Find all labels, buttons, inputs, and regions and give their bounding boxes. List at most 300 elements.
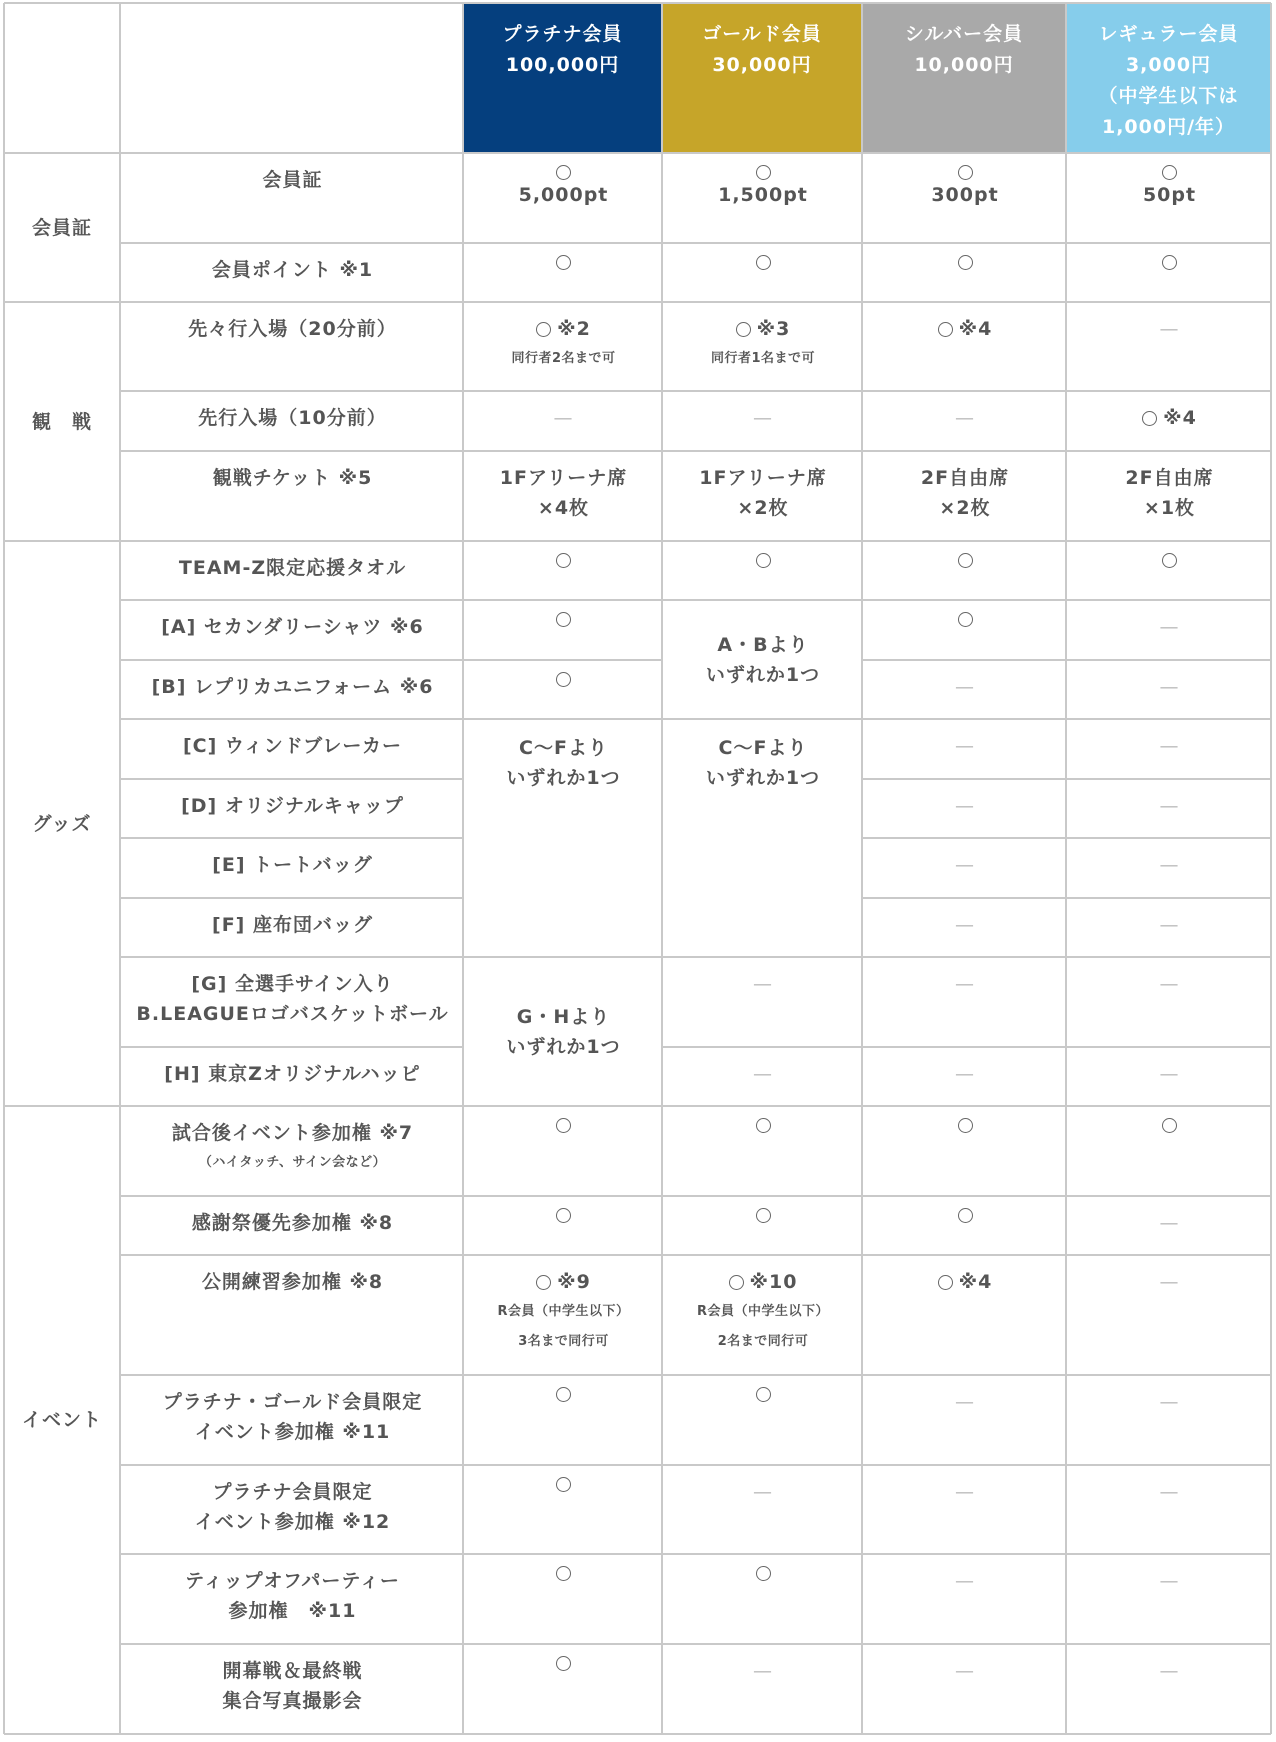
row-label-text: [F] 座布団バッグ — [212, 914, 373, 936]
dash-mark: — — [1159, 1660, 1180, 1682]
availability-mark — [1162, 165, 1177, 180]
row-label-text: [A] セカンダリーシャツ ※6 — [161, 616, 424, 638]
row-label — [122, 600, 463, 660]
row-label — [122, 838, 463, 898]
plan-cell — [1068, 1196, 1271, 1255]
row-label — [122, 1196, 463, 1255]
dash-mark: — — [1159, 616, 1180, 638]
circle-icon — [938, 322, 953, 337]
header-plan-1 — [662, 3, 862, 169]
plan-cell — [1068, 838, 1271, 898]
circle-icon — [556, 255, 571, 270]
plan-cell — [664, 1375, 862, 1465]
plan-cell — [864, 243, 1066, 302]
plan-cell — [664, 957, 862, 1047]
circle-icon — [938, 1275, 953, 1290]
availability-mark — [756, 1387, 771, 1402]
row-label — [122, 719, 463, 779]
row-label-text: 感謝祭優先参加権 ※8 — [191, 1212, 394, 1234]
cell-text: いずれか1つ — [705, 767, 821, 789]
plan-cell — [864, 1196, 1066, 1255]
circle-icon — [958, 255, 973, 270]
plan-cell — [1068, 779, 1271, 838]
header-line: ゴールド会員 — [702, 23, 822, 45]
header-plan-3 — [1066, 3, 1271, 169]
plan-cell — [864, 1644, 1066, 1734]
circle-icon — [1162, 553, 1177, 568]
grid-line — [661, 3, 663, 1734]
availability-mark — [958, 612, 973, 627]
category-text: イベント — [21, 1409, 102, 1431]
row-label — [122, 451, 463, 541]
grid-line — [120, 450, 1271, 452]
grid-line — [1065, 3, 1067, 1734]
cell-text: A・Bより — [717, 633, 809, 656]
row-label-text: [E] トートバッグ — [212, 854, 373, 876]
plan-cell — [864, 302, 1066, 391]
footnote-ref: ※9 — [557, 1271, 591, 1293]
cell-note: 同行者2名まで可 — [511, 351, 616, 366]
plan-cell — [664, 302, 862, 391]
circle-icon — [958, 553, 973, 568]
dash-mark: — — [1159, 1212, 1180, 1234]
cell-text: 50pt — [1142, 184, 1197, 206]
grid-line — [662, 1046, 1271, 1048]
plan-cell — [465, 243, 662, 302]
plan-cell — [465, 541, 662, 600]
plan-cell — [465, 1465, 662, 1554]
circle-icon — [556, 553, 571, 568]
row-label-text: [D] オリジナルキャップ — [181, 795, 404, 817]
row-label — [122, 1465, 463, 1554]
grid-line — [120, 242, 1271, 244]
plan-cell — [664, 153, 862, 243]
grid-line — [120, 718, 1271, 720]
availability-mark — [1162, 1118, 1177, 1133]
grid-line — [861, 3, 863, 1734]
availability-mark — [556, 1566, 571, 1581]
footnote-ref: ※4 — [958, 318, 993, 340]
plan-cell — [1068, 1106, 1271, 1196]
grid-line — [4, 2, 1271, 4]
circle-icon — [556, 612, 571, 627]
dash-mark: — — [1159, 1391, 1180, 1413]
plan-cell — [465, 600, 662, 660]
cell-text: G・Hより — [516, 1005, 611, 1028]
cell-text: 1,500pt — [718, 184, 808, 206]
plan-cell — [664, 1047, 862, 1106]
plan-cell — [1068, 660, 1271, 719]
footnote-ref: ※4 — [958, 1271, 993, 1293]
cell-text: 1Fアリーナ席 — [499, 467, 628, 489]
circle-icon — [958, 612, 973, 627]
dash-mark: — — [955, 795, 975, 817]
cell-text: 5,000pt — [518, 184, 609, 206]
grid-line — [120, 659, 662, 661]
circle-icon — [756, 165, 771, 180]
plan-cell — [864, 957, 1066, 1047]
plan-cell — [664, 1465, 862, 1554]
row-label-text: プラチナ・ゴールド会員限定 — [162, 1391, 423, 1413]
row-label — [122, 153, 463, 243]
category-label — [4, 302, 120, 541]
dash-mark: — — [955, 735, 975, 757]
cell-text: 300pt — [931, 184, 999, 206]
grid-line — [120, 1374, 1271, 1376]
row-label-note: （ハイタッチ、サイン会など） — [198, 1155, 387, 1170]
plan-cell — [465, 1255, 662, 1375]
row-label — [122, 1375, 463, 1465]
row-label-text: プラチナ会員限定 — [212, 1481, 373, 1503]
plan-cell — [1068, 1375, 1271, 1465]
dash-mark: — — [1159, 318, 1180, 340]
grid-line — [4, 1733, 1271, 1735]
grid-line — [462, 3, 464, 1734]
row-label-text: 開幕戦＆最終戦 — [222, 1660, 363, 1682]
row-label-text: [H] 東京Zオリジナルハッピ — [164, 1063, 421, 1085]
plan-cell — [664, 243, 862, 302]
plan-cell — [664, 600, 862, 719]
cell-text: C〜Fより — [519, 737, 608, 759]
availability-mark — [556, 553, 571, 568]
grid-line — [120, 837, 463, 839]
availability-mark — [556, 255, 571, 270]
plan-cell — [1068, 153, 1271, 243]
availability-mark — [958, 553, 973, 568]
grid-line — [1270, 3, 1272, 1734]
dash-mark: — — [1159, 973, 1180, 995]
availability-mark — [756, 255, 771, 270]
circle-icon — [756, 1208, 771, 1223]
grid-line — [4, 1105, 1271, 1107]
cell-text: いずれか1つ — [506, 1035, 621, 1058]
row-label-text: B.LEAGUEロゴバスケットボール — [136, 1003, 449, 1025]
plan-cell — [465, 451, 662, 541]
row-label — [122, 1554, 463, 1644]
dash-mark: — — [955, 676, 975, 698]
cell-text: 1Fアリーナ席 — [699, 467, 827, 489]
plan-cell — [864, 153, 1066, 243]
category-text: 観 戦 — [31, 410, 92, 433]
grid-line — [120, 1046, 463, 1048]
circle-icon — [756, 1566, 771, 1581]
footnote-ref: ※4 — [1163, 407, 1197, 429]
dash-mark: — — [1159, 735, 1180, 757]
header-line: 1,000円/年） — [1101, 116, 1236, 138]
circle-icon — [556, 1208, 571, 1223]
availability-mark — [556, 1387, 571, 1402]
row-label — [122, 957, 463, 1047]
plan-cell — [465, 391, 662, 451]
header-plan-2 — [862, 3, 1066, 169]
plan-cell — [664, 541, 862, 600]
cell-note: R会員（中学生以下） — [497, 1304, 630, 1319]
row-label-text: [G] 全選手サイン入り — [191, 973, 394, 995]
availability-mark — [556, 1118, 571, 1133]
plan-cell — [1068, 600, 1271, 660]
availability-mark — [756, 165, 771, 180]
cell-text: C〜Fより — [718, 737, 808, 759]
row-label — [122, 1644, 463, 1734]
cell-note: R会員（中学生以下） — [696, 1304, 829, 1319]
plan-cell — [664, 1554, 862, 1644]
footnote-ref: ※2 — [557, 318, 591, 340]
grid-line — [120, 1464, 1271, 1466]
row-label-text: [C] ウィンドブレーカー — [182, 735, 403, 757]
cell-text: ×1枚 — [1143, 497, 1196, 519]
circle-icon — [556, 1118, 571, 1133]
plan-cell — [1068, 957, 1271, 1047]
plan-cell — [864, 1106, 1066, 1196]
grid-line — [3, 3, 5, 1734]
row-label-text: イベント参加権 ※12 — [194, 1511, 391, 1533]
header-line: 30,000円 — [712, 54, 812, 76]
availability-mark — [1162, 553, 1177, 568]
availability-mark — [756, 1208, 771, 1223]
header-plan-0 — [463, 3, 662, 169]
plan-cell — [664, 1255, 862, 1375]
plan-cell — [465, 660, 662, 719]
grid-line — [4, 301, 1271, 303]
grid-line — [120, 1553, 1271, 1555]
row-label-text: 試合後イベント参加権 ※7 — [171, 1122, 414, 1144]
row-label-text: 会員証 — [262, 169, 323, 191]
cell-text: ×2枚 — [737, 497, 789, 519]
availability-mark — [556, 1656, 571, 1671]
plan-cell — [864, 898, 1066, 957]
availability-mark — [729, 1267, 798, 1297]
cell-text: 2F自由席 — [920, 467, 1010, 489]
circle-icon — [1162, 165, 1177, 180]
row-label — [122, 660, 463, 719]
dash-mark: — — [1159, 1063, 1180, 1085]
row-label — [122, 302, 463, 391]
row-label-text: 観戦チケット ※5 — [212, 467, 373, 489]
header-line: レギュラー会員 — [1098, 23, 1239, 45]
row-label — [122, 243, 463, 302]
availability-mark — [756, 553, 771, 568]
plan-cell — [1068, 391, 1271, 451]
grid-line — [120, 897, 463, 899]
plan-cell — [664, 1106, 862, 1196]
plan-cell — [465, 957, 662, 1106]
dash-mark: — — [753, 973, 773, 995]
plan-cell — [465, 1644, 662, 1734]
plan-cell — [465, 153, 662, 243]
row-label — [122, 898, 463, 957]
plan-cell — [1068, 719, 1271, 779]
cell-text: ×4枚 — [537, 497, 590, 519]
dash-mark: — — [955, 973, 975, 995]
availability-mark — [1142, 403, 1197, 433]
category-text: 会員証 — [31, 216, 92, 239]
row-label-text: 集合写真撮影会 — [222, 1690, 363, 1712]
dash-mark: — — [1159, 676, 1180, 698]
plan-cell — [864, 1255, 1066, 1375]
availability-mark — [556, 1477, 571, 1492]
grid-line — [120, 956, 1271, 958]
plan-cell — [1068, 451, 1271, 541]
circle-icon — [556, 1387, 571, 1402]
cell-text: 2F自由席 — [1125, 467, 1214, 489]
dash-mark: — — [955, 1063, 975, 1085]
availability-mark — [958, 1208, 973, 1223]
dash-mark: — — [753, 1481, 773, 1503]
availability-mark — [1162, 255, 1177, 270]
grid-line — [120, 1643, 1271, 1645]
plan-cell — [864, 660, 1066, 719]
availability-mark — [938, 1267, 993, 1297]
plan-cell — [664, 719, 862, 957]
dash-mark: — — [955, 1570, 975, 1592]
plan-cell — [1068, 898, 1271, 957]
availability-mark — [556, 672, 571, 687]
availability-mark — [756, 1566, 771, 1581]
cell-note: 同行者1名まで可 — [710, 351, 816, 366]
plan-cell — [1068, 302, 1271, 391]
dash-mark: — — [1159, 1570, 1180, 1592]
dash-mark: — — [955, 407, 975, 429]
dash-mark: — — [1159, 914, 1180, 936]
grid-line — [120, 1195, 1271, 1197]
grid-line — [119, 3, 121, 1734]
header-line: シルバー会員 — [904, 23, 1024, 45]
row-label — [122, 779, 463, 838]
availability-mark — [958, 1118, 973, 1133]
availability-mark — [958, 255, 973, 270]
plan-cell — [1068, 1644, 1271, 1734]
cell-text: いずれか1つ — [506, 767, 621, 789]
circle-icon — [556, 1566, 571, 1581]
availability-mark — [958, 165, 973, 180]
plan-cell — [664, 1644, 862, 1734]
dash-mark: — — [753, 1660, 773, 1682]
circle-icon — [958, 1118, 973, 1133]
availability-mark — [756, 1118, 771, 1133]
plan-cell — [864, 391, 1066, 451]
grid-line — [120, 1254, 1271, 1256]
plan-cell — [465, 1196, 662, 1255]
plan-cell — [1068, 243, 1271, 302]
grid-line — [120, 390, 1271, 392]
dash-mark: — — [955, 1660, 975, 1682]
availability-mark — [938, 314, 993, 344]
circle-icon — [958, 165, 973, 180]
plan-cell — [864, 1375, 1066, 1465]
grid-line — [4, 152, 1271, 154]
plan-cell — [1068, 1465, 1271, 1554]
circle-icon — [556, 1477, 571, 1492]
plan-cell — [1068, 1255, 1271, 1375]
availability-mark — [556, 612, 571, 627]
circle-icon — [756, 255, 771, 270]
plan-cell — [1068, 1047, 1271, 1106]
row-label-text: 参加権 ※11 — [228, 1600, 357, 1622]
cell-note: 2名まで同行可 — [717, 1334, 809, 1349]
plan-cell — [465, 1106, 662, 1196]
header-line: 3,000円 — [1125, 54, 1212, 76]
dash-mark: — — [955, 854, 975, 876]
cell-text: いずれか1つ — [705, 663, 821, 686]
header-line: 10,000円 — [914, 54, 1014, 76]
row-label-text: TEAM-Z限定応援タオル — [178, 557, 407, 579]
dash-mark: — — [1159, 1271, 1180, 1293]
plan-cell — [864, 1465, 1066, 1554]
grid-line — [120, 599, 1271, 601]
dash-mark: — — [553, 407, 574, 429]
plan-cell — [664, 391, 862, 451]
footnote-ref: ※10 — [749, 1271, 798, 1293]
availability-mark — [536, 314, 591, 344]
plan-cell — [664, 451, 862, 541]
availability-mark — [536, 1267, 591, 1297]
plan-cell — [864, 779, 1066, 838]
header-line: （中学生以下は — [1098, 85, 1239, 107]
circle-icon — [736, 322, 751, 337]
dash-mark: — — [1159, 854, 1180, 876]
plan-cell — [465, 1375, 662, 1465]
dash-mark: — — [955, 1391, 975, 1413]
category-text: グッズ — [32, 812, 92, 835]
dash-mark: — — [1159, 795, 1180, 817]
circle-icon — [536, 322, 551, 337]
circle-icon — [556, 1656, 571, 1671]
plan-cell — [864, 451, 1066, 541]
plan-cell — [864, 719, 1066, 779]
plan-cell — [864, 1047, 1066, 1106]
row-label-text: ティップオフパーティー — [185, 1570, 400, 1592]
header-line: 100,000円 — [505, 54, 620, 76]
plan-cell — [864, 541, 1066, 600]
row-label — [122, 541, 463, 600]
circle-icon — [756, 1387, 771, 1402]
row-label-text: 先行入場（10分前） — [198, 407, 387, 429]
row-label-text: [B] レプリカユニフォーム ※6 — [151, 676, 434, 698]
dash-mark: — — [753, 1063, 773, 1085]
circle-icon — [556, 672, 571, 687]
category-label — [4, 153, 120, 302]
cell-text: ×2枚 — [939, 497, 991, 519]
row-label-text: 公開練習参加権 ※8 — [201, 1271, 384, 1293]
category-label — [4, 1106, 120, 1734]
circle-icon — [556, 165, 571, 180]
row-label — [122, 1047, 463, 1106]
dash-mark: — — [955, 1481, 975, 1503]
availability-mark — [556, 1208, 571, 1223]
circle-icon — [756, 553, 771, 568]
row-label — [122, 1106, 463, 1196]
availability-mark — [736, 314, 791, 344]
row-label-text: 会員ポイント ※1 — [211, 259, 374, 281]
plan-cell — [465, 302, 662, 391]
plan-cell — [465, 1554, 662, 1644]
row-label-text: イベント参加権 ※11 — [194, 1421, 391, 1443]
circle-icon — [1162, 1118, 1177, 1133]
circle-icon — [729, 1275, 744, 1290]
cell-note: 3名まで同行可 — [518, 1334, 609, 1349]
plan-cell — [1068, 1554, 1271, 1644]
dash-mark: — — [1159, 1481, 1180, 1503]
plan-cell — [864, 838, 1066, 898]
plan-cell — [465, 719, 662, 957]
row-label — [122, 391, 463, 451]
circle-icon — [536, 1275, 551, 1290]
availability-mark — [556, 165, 571, 180]
circle-icon — [958, 1208, 973, 1223]
footnote-ref: ※3 — [756, 318, 791, 340]
row-label — [122, 1255, 463, 1375]
circle-icon — [756, 1118, 771, 1133]
